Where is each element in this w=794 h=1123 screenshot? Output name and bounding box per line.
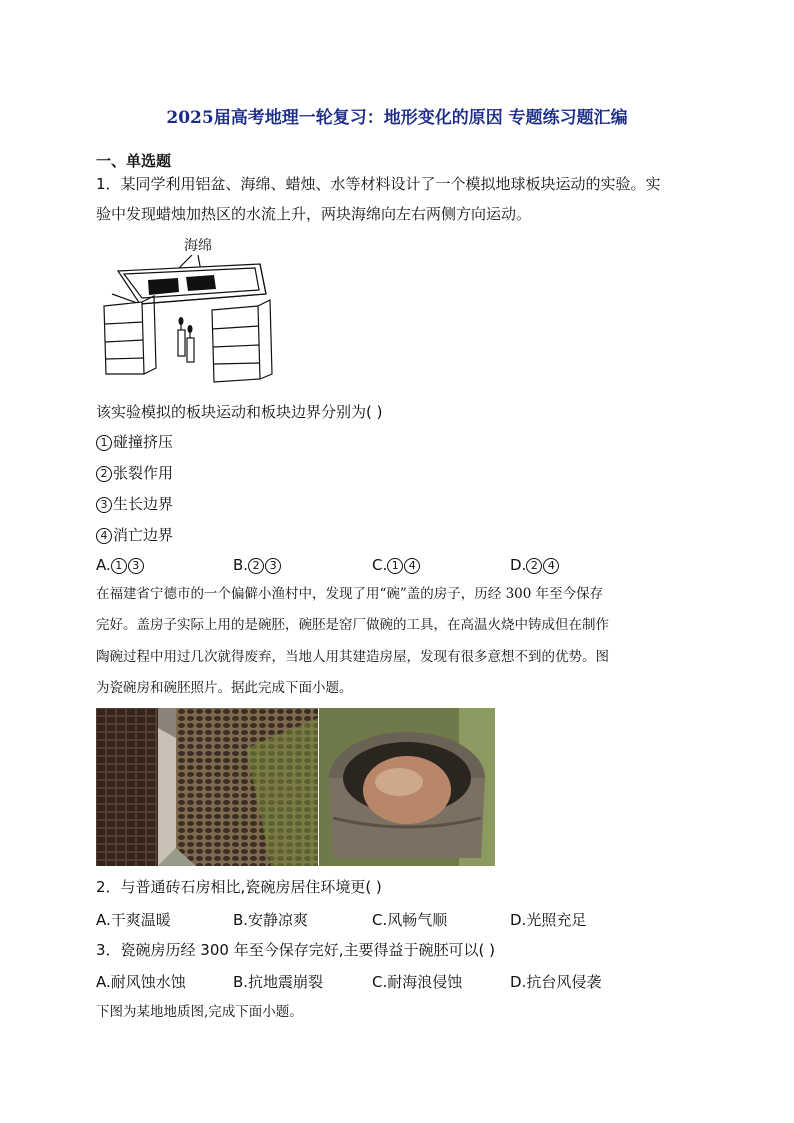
- option-letter: A.: [96, 556, 111, 574]
- q1-item-text: 碰撞挤压: [113, 433, 174, 451]
- q1-item: [96, 432, 173, 452]
- q1-stem-line2: 验中发现蜡烛加热区的水流上升，两块海绵向左右两侧方向运动。: [96, 205, 532, 223]
- passage-line: 陶碗过程中用过几次就得废弃，当地人用其建造房屋，发现有很多意想不到的优势。图: [96, 649, 609, 665]
- circled-number: 1: [96, 435, 112, 451]
- q3-option-c[interactable]: C.耐海浪侵蚀: [372, 973, 463, 991]
- circled-number: 4: [404, 558, 420, 574]
- circled-number: 3: [265, 558, 281, 574]
- bowl-house-photo: [96, 708, 318, 866]
- option-letter: D.: [510, 556, 527, 574]
- q2-option-d[interactable]: D.光照充足: [510, 911, 587, 929]
- q1-item-text: 张裂作用: [113, 464, 174, 482]
- circled-number: 1: [387, 558, 403, 574]
- q1-prompt: 该实验模拟的板块运动和板块边界分别为( ): [96, 403, 383, 421]
- q1-item: [96, 463, 173, 483]
- next-intro: 下图为某地地质图,完成下面小题。: [96, 1004, 303, 1020]
- circled-number: 2: [526, 558, 542, 574]
- q1-item-text: 生长边界: [113, 495, 174, 513]
- experiment-diagram: [100, 234, 280, 384]
- passage-line: 为瓷碗房和碗胚照片。据此完成下面小题。: [96, 680, 353, 696]
- q3-option-d[interactable]: D.抗台风侵袭: [510, 973, 602, 991]
- sponge-label: 海绵: [184, 238, 212, 254]
- q1-option-b[interactable]: [233, 556, 282, 574]
- q2-option-c[interactable]: C.风畅气顺: [372, 911, 448, 929]
- circled-number: 3: [128, 558, 144, 574]
- passage-line: 在福建省宁德市的一个偏僻小渔村中，发现了用“碗”盖的房子，历经 300 年至今保存: [96, 586, 604, 602]
- passage-line: 完好。盖房子实际上用的是碗胚，碗胚是窑厂做碗的工具，在高温火烧中铸成但在制作: [96, 617, 609, 633]
- q2-option-a[interactable]: A.干爽温暖: [96, 911, 171, 929]
- option-letter: C.: [372, 556, 388, 574]
- circled-number: 4: [96, 528, 112, 544]
- q1-item-text: 消亡边界: [113, 526, 174, 544]
- experiment-illustration: [100, 234, 280, 384]
- q1-option-c[interactable]: [372, 556, 421, 574]
- q3-option-a[interactable]: A.耐风蚀水蚀: [96, 973, 186, 991]
- page-title: 2025届高考地理一轮复习：地形变化的原因 专题练习题汇编: [166, 108, 628, 128]
- q3-stem: 3．瓷碗房历经 300 年至今保存完好,主要得益于碗胚可以( ): [96, 941, 495, 959]
- option-letter: B.: [233, 556, 249, 574]
- circled-number: 2: [96, 466, 112, 482]
- circled-number: 1: [111, 558, 127, 574]
- circled-number: 2: [248, 558, 264, 574]
- circled-number: 4: [543, 558, 559, 574]
- circled-number: 3: [96, 497, 112, 513]
- q1-option-a[interactable]: [96, 556, 145, 574]
- q1-item: [96, 494, 173, 514]
- section-heading: 一、单选题: [96, 152, 172, 170]
- bowl-mold-photo: [319, 708, 495, 866]
- q1-stem-line1: 1．某同学利用铝盆、海绵、蜡烛、水等材料设计了一个模拟地球板块运动的实验。实: [96, 175, 661, 193]
- q1-item: [96, 525, 173, 545]
- q2-stem: 2．与普通砖石房相比,瓷碗房居住环境更( ): [96, 878, 382, 896]
- q2-option-b[interactable]: B.安静凉爽: [233, 911, 309, 929]
- q3-option-b[interactable]: B.抗地震崩裂: [233, 973, 324, 991]
- q1-option-d[interactable]: [510, 556, 560, 574]
